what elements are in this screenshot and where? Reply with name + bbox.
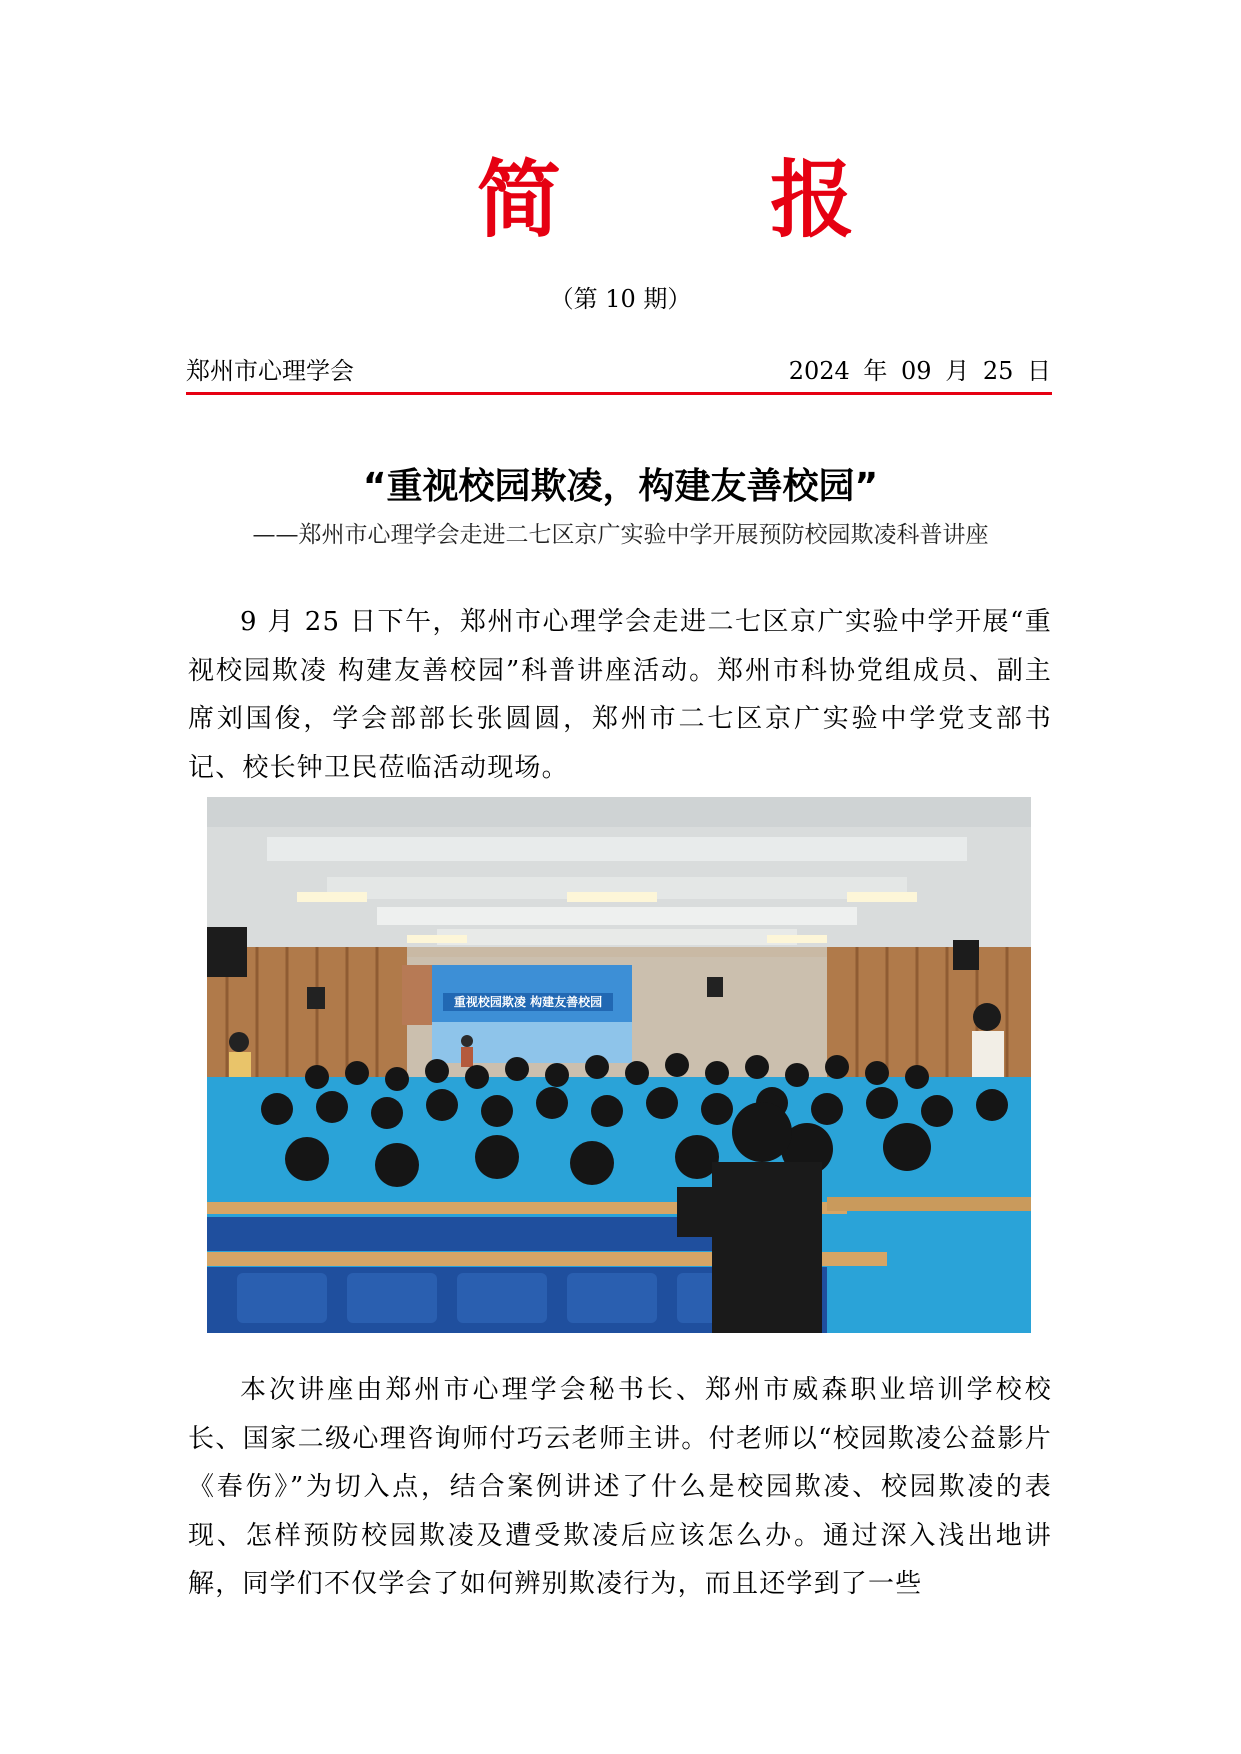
publish-date: 2024 年 09 月 25 日 [788, 357, 1051, 385]
screen-banner-text: 重视校园欺凌 构建友善校园 [453, 995, 603, 1009]
issue-number: （第 10 期） [549, 285, 692, 313]
organization-name: 郑州市心理学会 [186, 357, 354, 385]
paragraph-1: 9 月 25 日下午，郑州市心理学会走进二七区京广实验中学开展“重视校园欺凌 构建友善校园”科普讲座活动。郑州市科协党组成员、副主席刘国俊，学会部部长张圆圆，郑州市二七区京广实验中学党支部书记、校长钟卫民莅临活动现场。 [188, 607, 1052, 783]
paragraph-2: 本次讲座由郑州市心理学会秘书长、郑州市威森职业培训学校校长、国家二级心理咨询师付巧云老师主讲。付老师以“校园欺凌公益影片《春伤》”为切入点，结合案例讲述了什么是校园欺凌、校园欺凌的表现、怎样预防校园欺凌及遭受欺凌后应该怎么办。通过深入浅出地讲解，同学们不仅学会了如何辨别欺凌行为，而且还学到了一些 [188, 1375, 1052, 1599]
lecture-photo [207, 797, 1031, 1333]
article-subtitle: ——郑州市心理学会走进二七区京广实验中学开展预防校园欺凌科普讲座 [252, 522, 989, 548]
header-divider [186, 392, 1052, 395]
brief-title: 简 报 [476, 150, 945, 249]
article-headline: “重视校园欺凌，构建友善校园” [362, 466, 879, 507]
